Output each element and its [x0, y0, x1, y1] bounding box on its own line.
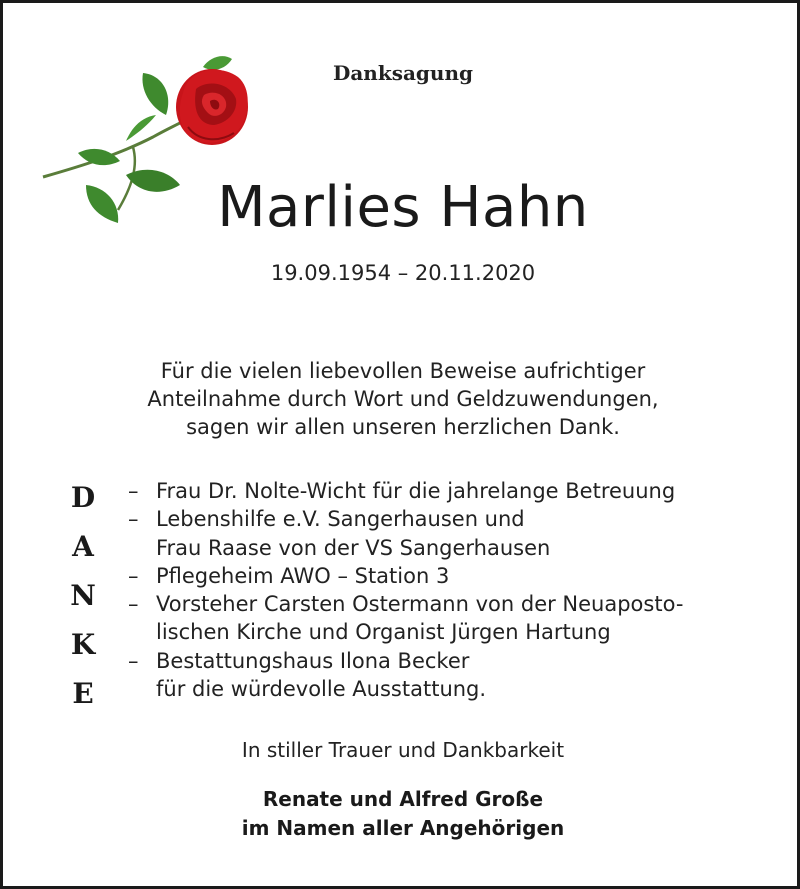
- thanks-text: Bestattungshaus Ilona Becker: [156, 648, 470, 673]
- list-dash: –: [128, 563, 139, 588]
- thanks-text: Pflegeheim AWO – Station 3: [156, 563, 450, 588]
- danke-letter: D: [70, 481, 96, 514]
- intro-line: Für die vielen liebevollen Beweise aufrichtiger: [160, 359, 646, 383]
- danke-letter: E: [72, 677, 94, 710]
- header-title: Danksagung: [333, 61, 473, 85]
- signer-line: im Namen aller Angehörigen: [241, 816, 565, 840]
- thanks-text: für die würdevolle Ausstattung.: [156, 677, 487, 702]
- list-dash: –: [128, 479, 139, 503]
- thanks-item: [128, 675, 778, 703]
- intro-text: [63, 357, 743, 441]
- signers: [153, 785, 653, 843]
- intro-line: sagen wir allen unseren herzlichen Dank.: [186, 415, 620, 439]
- thanks-text: Frau Dr. Nolte-Wicht für die jahrelange Betreuung: [156, 479, 676, 503]
- thanks-item: [128, 477, 778, 505]
- list-dash: –: [128, 648, 139, 673]
- danke-vertical-word: [63, 473, 103, 718]
- thanks-item: [128, 505, 778, 533]
- thanks-text: Frau Raase von der VS Sangerhausen: [156, 535, 551, 560]
- thanks-text: lischen Kirche und Organist Jürgen Hartung: [156, 620, 611, 645]
- thanks-item: [128, 534, 778, 562]
- thanks-text: Vorsteher Carsten Ostermann von der Neuaposto-: [156, 592, 684, 617]
- thanks-list: [128, 477, 778, 703]
- list-dash: –: [128, 507, 139, 532]
- deceased-name: Marlies Hahn: [217, 175, 589, 240]
- danke-letter: N: [70, 579, 96, 612]
- intro-line: Anteilnahme durch Wort und Geldzuwendungen,: [147, 387, 659, 411]
- life-dates: 19.09.1954 – 20.11.2020: [270, 261, 536, 285]
- signer-line: Renate und Alfred Große: [262, 787, 544, 811]
- danke-letter: K: [70, 628, 96, 661]
- list-dash: –: [128, 592, 139, 617]
- thanks-item: [128, 618, 778, 646]
- closing-line: In stiller Trauer und Dankbarkeit: [241, 738, 565, 762]
- thanks-item: [128, 590, 778, 618]
- danke-letter: A: [72, 530, 94, 563]
- thanks-item: [128, 562, 778, 590]
- thanks-text: Lebenshilfe e.V. Sangerhausen und: [156, 507, 525, 532]
- thanks-item: [128, 647, 778, 675]
